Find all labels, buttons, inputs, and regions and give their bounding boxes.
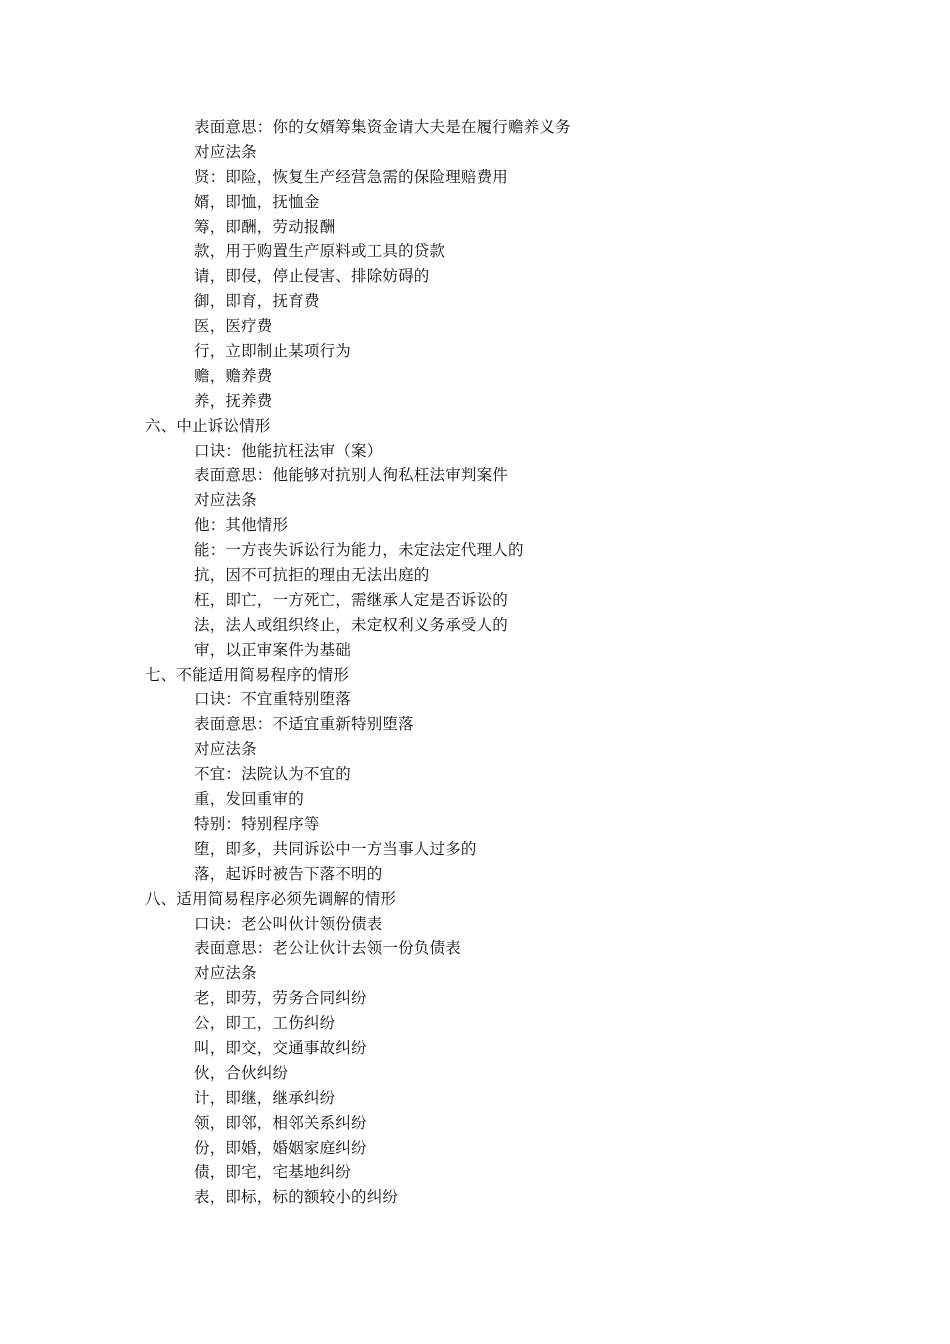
document-page	[0, 115, 950, 1210]
text-line: 不宜：法院认为不宜的	[194, 765, 352, 784]
text-line: 审，以正审案件为基础	[194, 640, 352, 659]
text-line: 表面意思：你的女婿筹集资金请大夫是在履行赡养义务	[194, 118, 571, 136]
section-heading: 八、适用简易程序必须先调解的情形	[145, 889, 397, 908]
text-line: 款，用于购置生产原料或工具的贷款	[194, 242, 446, 261]
text-line: 婿，即恤，抚恤金	[194, 192, 320, 211]
text-line: 口诀：他能抗枉法审（案）	[194, 441, 383, 460]
text-line: 行，立即制止某项行为	[194, 342, 352, 361]
text-line: 领，即邻，相邻关系纠纷	[194, 1113, 367, 1132]
text-line: 请，即侵，停止侵害、排除妨碍的	[194, 267, 430, 286]
text-line: 表面意思：老公让伙计去领一份负债表	[194, 939, 461, 958]
text-line: 赡，赡养费	[194, 366, 273, 385]
text-line: 贤：即险，恢复生产经营急需的保险理赔费用	[194, 167, 509, 186]
section-heading: 六、中止诉讼情形	[145, 416, 271, 435]
text-line: 对应法条	[194, 491, 257, 510]
text-line: 公，即工，工伤纠纷	[194, 1014, 336, 1033]
text-line: 表面意思：他能够对抗别人徇私枉法审判案件	[194, 466, 509, 485]
text-line: 医，医疗费	[194, 317, 273, 336]
text-line: 他：其他情形	[194, 516, 289, 535]
text-line: 筹，即酬，劳动报酬	[194, 217, 336, 236]
text-line: 对应法条	[194, 964, 257, 983]
text-line: 伙，合伙纠纷	[194, 1063, 289, 1082]
text-line: 叫，即交，交通事故纠纷	[194, 1038, 367, 1057]
text-line: 养，抚养费	[194, 391, 273, 410]
text-line: 枉，即亡，一方死亡，需继承人定是否诉讼的	[194, 590, 509, 609]
text-line: 对应法条	[194, 142, 257, 161]
section-heading: 七、不能适用简易程序的情形	[145, 665, 350, 684]
text-line: 表，即标，标的额较小的纠纷	[194, 1188, 399, 1207]
text-line: 计，即继，继承纠纷	[194, 1088, 336, 1107]
text-line: 御，即育，抚育费	[194, 292, 320, 311]
text-line: 份，即婚，婚姻家庭纠纷	[194, 1138, 367, 1157]
text-line: 重，发回重审的	[194, 790, 304, 809]
text-line: 口诀：老公叫伙计领份债表	[194, 914, 383, 933]
text-line: 堕，即多，共同诉讼中一方当事人过多的	[194, 839, 477, 858]
text-line: 口诀：不宜重特别堕落	[194, 690, 352, 709]
text-line: 老，即劳，劳务合同纠纷	[194, 989, 367, 1008]
text-line: 对应法条	[194, 740, 257, 759]
text-line: 能：一方丧失诉讼行为能力，未定法定代理人的	[194, 541, 524, 560]
text-line: 抗，因不可抗拒的理由无法出庭的	[194, 566, 430, 585]
text-line: 特别：特别程序等	[194, 814, 320, 833]
text-line: 落，起诉时被告下落不明的	[194, 864, 383, 883]
text-line: 债，即宅，宅基地纠纷	[194, 1163, 352, 1182]
text-line: 表面意思：不适宜重新特别堕落	[194, 715, 414, 734]
text-line: 法，法人或组织终止，未定权利义务承受人的	[194, 615, 509, 634]
